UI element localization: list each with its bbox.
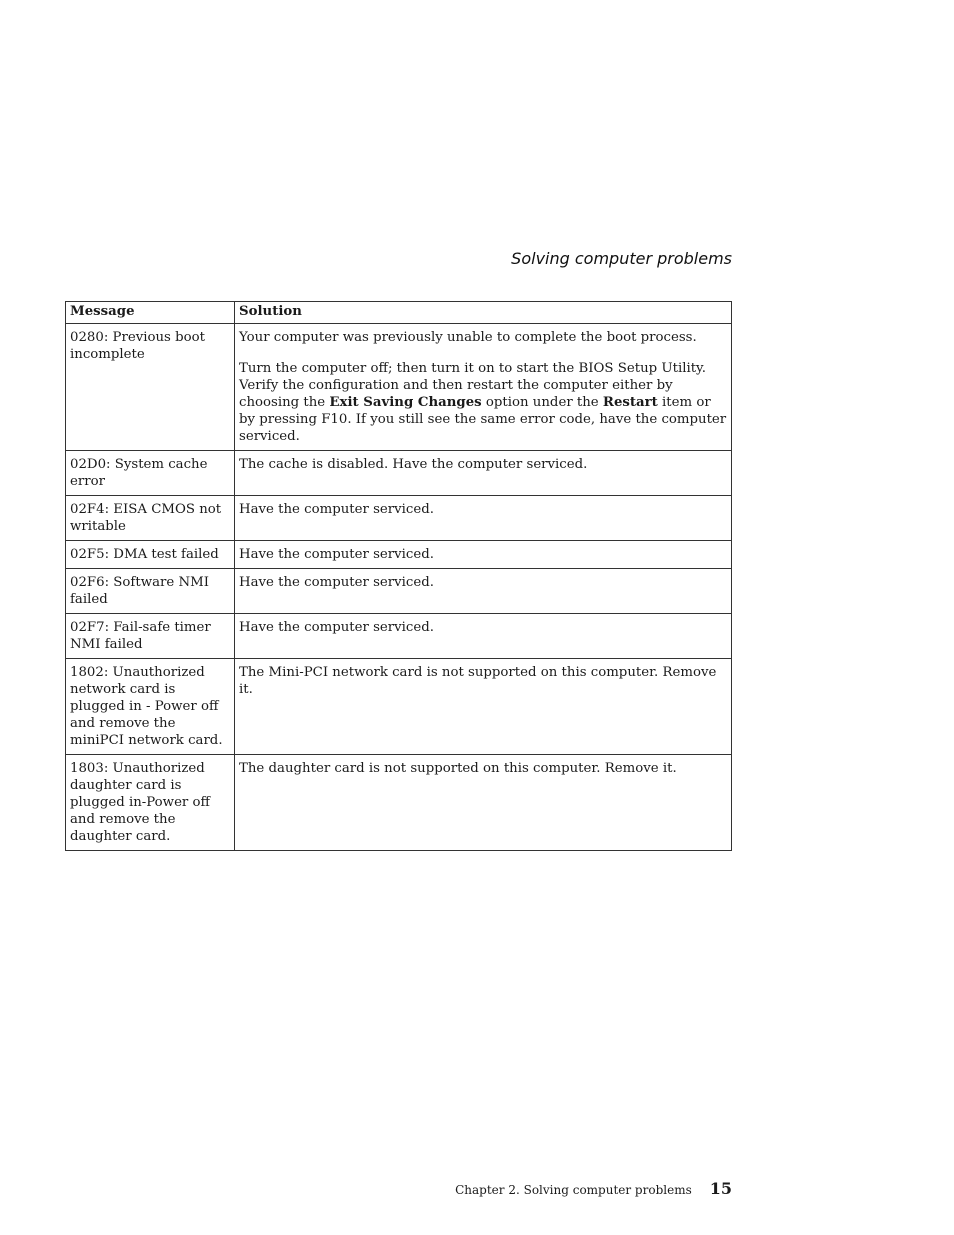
solution-cell: Have the computer serviced.: [235, 569, 732, 614]
message-cell: 1802: Unauthorized network card is plugged in - Power off and remove the miniPCI network card.: [66, 659, 235, 755]
column-header-solution: Solution: [235, 302, 732, 324]
message-cell: 02F6: Software NMI failed: [66, 569, 235, 614]
table-row: [66, 324, 732, 451]
table-row: [66, 569, 732, 614]
solution-text: item or by pressing F10. If you still see the same error code, have the computer serviced.: [239, 395, 727, 444]
message-cell: 02F7: Fail-safe timer NMI failed: [66, 614, 235, 659]
solution-text: Turn the computer off; then turn it on to start the BIOS Setup Utility. Verify the configuration and then restart the computer either by choosing the: [239, 361, 707, 410]
table-row: [66, 614, 732, 659]
column-header-message: Message: [66, 302, 235, 324]
table-row: [66, 451, 732, 496]
message-cell: 1803: Unauthorized daughter card is plugged in-Power off and remove the daughter card.: [66, 755, 235, 851]
solution-cell: Have the computer serviced.: [235, 541, 732, 569]
solution-cell: [235, 324, 732, 451]
table-row: [66, 659, 732, 755]
message-cell: 02D0: System cache error: [66, 451, 235, 496]
exit-saving-changes-option: Exit Saving Changes: [329, 395, 482, 410]
restart-item: Restart: [602, 395, 658, 410]
solution-paragraph: Your computer was previously unable to complete the boot process.: [239, 330, 697, 345]
error-code-table: [65, 301, 732, 851]
message-cell: 0280: Previous boot incomplete: [66, 324, 235, 451]
message-cell: 02F4: EISA CMOS not writable: [66, 496, 235, 541]
page-footer: [455, 1179, 732, 1198]
message-cell: 02F5: DMA test failed: [66, 541, 235, 569]
table-row: [66, 541, 732, 569]
solution-cell: Have the computer serviced.: [235, 614, 732, 659]
solution-cell: The Mini-PCI network card is not supported on this computer. Remove it.: [235, 659, 732, 755]
footer-chapter-title: Chapter 2. Solving computer problems: [455, 1183, 692, 1197]
page-number: 15: [709, 1179, 732, 1198]
solution-cell: Have the computer serviced.: [235, 496, 732, 541]
solution-cell: The cache is disabled. Have the computer serviced.: [235, 451, 732, 496]
running-header-title: Solving computer problems: [511, 249, 732, 268]
solution-cell: The daughter card is not supported on this computer. Remove it.: [235, 755, 732, 851]
table-row: [66, 496, 732, 541]
table-header-row: [66, 302, 732, 324]
solution-text: option under the: [481, 395, 603, 410]
table-row: [66, 755, 732, 851]
solution-paragraph: [239, 360, 727, 445]
